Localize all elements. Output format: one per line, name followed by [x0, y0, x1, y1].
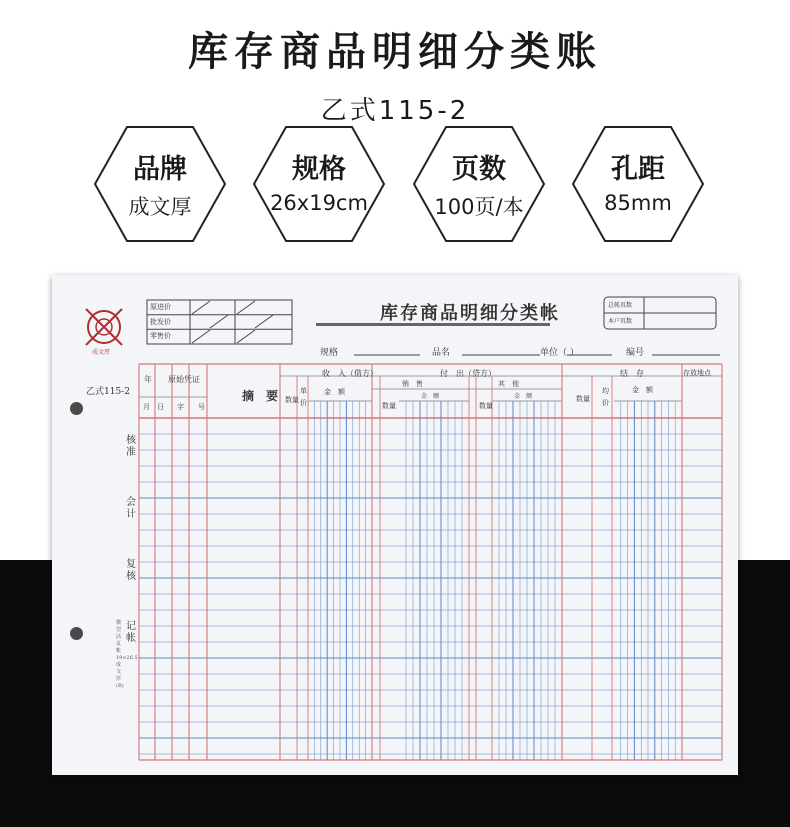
- header-amount: 金 额: [632, 386, 653, 394]
- header-amount: 金 额: [421, 393, 440, 400]
- header-day: 日: [157, 403, 164, 411]
- header-amount: 金 额: [514, 393, 533, 400]
- side-label: 会计: [126, 497, 136, 520]
- header-month: 月: [143, 403, 150, 411]
- form-code: 乙式115-2: [86, 387, 130, 397]
- meta-field: 规格: [320, 348, 339, 358]
- page-box-label: 本户页数: [608, 318, 633, 325]
- spec-brand: [93, 125, 227, 243]
- spec-size: [252, 125, 386, 243]
- spec-label: 孔距: [611, 154, 665, 185]
- header-avg-price: 均价: [602, 387, 609, 407]
- spec-value: 26x19cm: [270, 191, 368, 215]
- price-row: 零售价: [150, 332, 171, 340]
- header-receipt: 收 入（借方）: [322, 369, 378, 378]
- price-row: 批发价: [150, 318, 171, 326]
- header-summary: 摘 要: [242, 389, 279, 403]
- meta-field: 单位（ ）: [540, 348, 579, 358]
- spec-value: 100页/本: [434, 195, 524, 219]
- logo-icon: [86, 309, 122, 345]
- spec-pages: [412, 125, 546, 243]
- header-unit-price: 单价: [300, 387, 307, 407]
- header-quantity: 数量: [479, 402, 493, 410]
- side-label: 记帐: [126, 621, 136, 644]
- side-note: 横型活页帐 19×26.5 成文厚(R): [116, 620, 138, 689]
- header-location: 存放地点: [683, 369, 711, 377]
- page-box-label: 总帐页数: [608, 302, 633, 309]
- spec-label: 品牌: [133, 154, 187, 185]
- meta-field: 编号: [626, 348, 645, 358]
- header-issue: 付 出（贷方）: [440, 369, 496, 378]
- header-year: 年: [144, 375, 152, 384]
- spec-value: 成文厚: [128, 195, 192, 219]
- header-balance: 结 存: [620, 369, 644, 378]
- logo-text: 成文厚: [92, 349, 111, 356]
- header-other: 其 他: [498, 380, 519, 388]
- spec-label: 页数: [452, 154, 506, 185]
- header-amount: 金 额: [324, 388, 345, 396]
- page-subtitle: 乙式115-2: [320, 96, 470, 126]
- header-voucher: 原始凭证: [168, 375, 200, 384]
- header-quantity: 数量: [576, 395, 590, 403]
- header-quantity: 数量: [382, 402, 396, 410]
- spec-value: 85mm: [604, 191, 672, 215]
- form-title: 库存商品明细分类帐: [380, 303, 560, 324]
- header-quantity: 数量: [285, 396, 299, 404]
- price-row: 原进价: [150, 303, 171, 311]
- side-label: 复核: [126, 559, 136, 582]
- meta-field: 品名: [432, 348, 451, 358]
- spec-hole-distance: [571, 125, 705, 243]
- page-title: 库存商品明细分类账: [188, 29, 602, 75]
- header-type: 字: [177, 403, 184, 411]
- ledger-sheet: [52, 275, 738, 775]
- side-label: 核准: [126, 435, 136, 458]
- header-number: 号: [198, 403, 205, 411]
- header-sales: 销 售: [402, 380, 423, 388]
- spec-label: 规格: [292, 154, 346, 185]
